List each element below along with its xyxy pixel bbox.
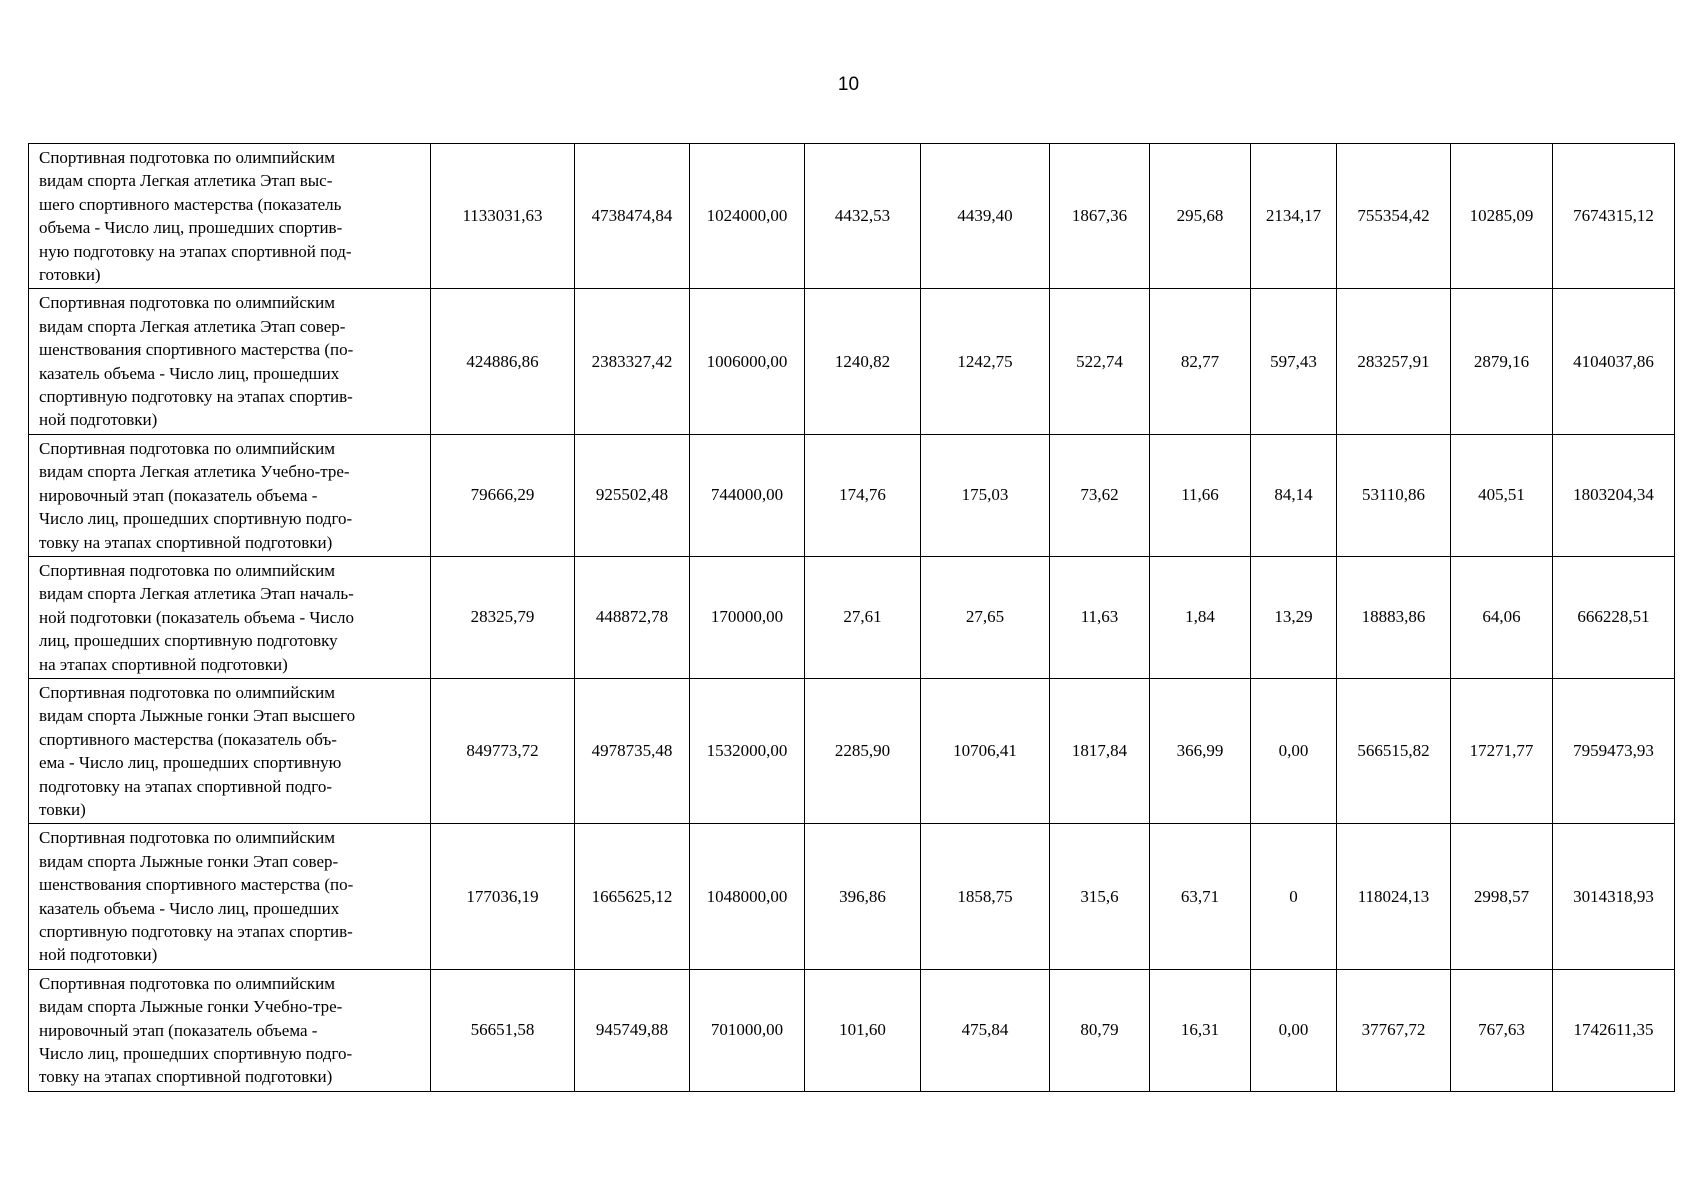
- description-line: шенствования спортивного мастерства (по-: [39, 340, 354, 360]
- value-cell: 1532000,00: [690, 678, 805, 823]
- value-cell: 4439,40: [921, 144, 1050, 289]
- value-cell: 2134,17: [1251, 144, 1337, 289]
- description-line: ной подготовки (показатель объема - Число: [39, 607, 355, 627]
- value-cell: 925502,48: [575, 434, 690, 556]
- description-line: видам спорта Легкая атлетика Учебно-тре-: [39, 462, 350, 482]
- value-cell: 4104037,86: [1553, 289, 1675, 434]
- description-line: видам спорта Легкая атлетика Этап совер-: [39, 316, 346, 336]
- value-cell: 4738474,84: [575, 144, 690, 289]
- description-line: ема - Число лиц, прошедших спортивную: [39, 753, 342, 773]
- value-cell: 424886,86: [431, 289, 575, 434]
- table-row: [29, 556, 1675, 678]
- description-line: ную подготовку на этапах спортивной под-: [39, 241, 352, 261]
- description-line: спортивного мастерства (показатель объ-: [39, 729, 337, 749]
- table-body: [29, 144, 1675, 1092]
- value-cell: 79666,29: [431, 434, 575, 556]
- value-cell: 80,79: [1050, 969, 1150, 1091]
- value-cell: 177036,19: [431, 824, 575, 969]
- value-cell: 2879,16: [1451, 289, 1553, 434]
- value-cell: 170000,00: [690, 556, 805, 678]
- value-cell: 1817,84: [1050, 678, 1150, 823]
- value-cell: 7959473,93: [1553, 678, 1675, 823]
- value-cell: 2998,57: [1451, 824, 1553, 969]
- value-cell: 1858,75: [921, 824, 1050, 969]
- value-cell: 448872,78: [575, 556, 690, 678]
- value-cell: 53110,86: [1337, 434, 1451, 556]
- description-line: на этапах спортивной подготовки): [39, 654, 288, 674]
- description-line: ной подготовки): [39, 410, 158, 430]
- value-cell: 17271,77: [1451, 678, 1553, 823]
- value-cell: 10706,41: [921, 678, 1050, 823]
- value-cell: 597,43: [1251, 289, 1337, 434]
- value-cell: 101,60: [805, 969, 921, 1091]
- description-line: Спортивная подготовка по олимпийским: [39, 293, 336, 313]
- description-line: Спортивная подготовка по олимпийским: [39, 828, 336, 848]
- value-cell: 1240,82: [805, 289, 921, 434]
- description-line: казатель объема - Число лиц, прошедших: [39, 363, 340, 383]
- table-row: [29, 969, 1675, 1091]
- value-cell: 1867,36: [1050, 144, 1150, 289]
- value-cell: 118024,13: [1337, 824, 1451, 969]
- value-cell: 0,00: [1251, 678, 1337, 823]
- value-cell: 27,65: [921, 556, 1050, 678]
- value-cell: 701000,00: [690, 969, 805, 1091]
- description-line: Спортивная подготовка по олимпийским: [39, 148, 336, 167]
- row-description: [29, 434, 431, 556]
- description-line: Число лиц, прошедших спортивную подго-: [39, 1044, 353, 1064]
- row-description: [29, 556, 431, 678]
- value-cell: 1803204,34: [1553, 434, 1675, 556]
- value-cell: 82,77: [1150, 289, 1251, 434]
- value-cell: 27,61: [805, 556, 921, 678]
- value-cell: 566515,82: [1337, 678, 1451, 823]
- description-line: видам спорта Лыжные гонки Этап совер-: [39, 851, 339, 871]
- description-line: видам спорта Лыжные гонки Учебно-тре-: [39, 997, 343, 1017]
- value-cell: 755354,42: [1337, 144, 1451, 289]
- value-cell: 3014318,93: [1553, 824, 1675, 969]
- value-cell: 11,63: [1050, 556, 1150, 678]
- value-cell: 366,99: [1150, 678, 1251, 823]
- description-line: лиц, прошедших спортивную подготовку: [39, 631, 338, 651]
- description-line: готовки): [39, 265, 101, 285]
- description-line: ной подготовки): [39, 945, 158, 965]
- description-line: нировочный этап (показатель объема -: [39, 1020, 318, 1040]
- description-line: спортивную подготовку на этапах спортив-: [39, 387, 353, 407]
- value-cell: 1242,75: [921, 289, 1050, 434]
- description-line: казатель объема - Число лиц, прошедших: [39, 898, 340, 918]
- value-cell: 522,74: [1050, 289, 1150, 434]
- value-cell: 174,76: [805, 434, 921, 556]
- value-cell: 1665625,12: [575, 824, 690, 969]
- value-cell: 63,71: [1150, 824, 1251, 969]
- description-line: Спортивная подготовка по олимпийским: [39, 560, 336, 580]
- value-cell: 1742611,35: [1553, 969, 1675, 1091]
- description-line: видам спорта Лыжные гонки Этап высшего: [39, 706, 356, 726]
- value-cell: 315,6: [1050, 824, 1150, 969]
- table-row: [29, 144, 1675, 289]
- value-cell: 283257,91: [1337, 289, 1451, 434]
- description-line: Спортивная подготовка по олимпийским: [39, 973, 336, 993]
- value-cell: 18883,86: [1337, 556, 1451, 678]
- row-description: [29, 144, 431, 289]
- value-cell: 28325,79: [431, 556, 575, 678]
- value-cell: 13,29: [1251, 556, 1337, 678]
- value-cell: 744000,00: [690, 434, 805, 556]
- value-cell: 73,62: [1050, 434, 1150, 556]
- description-line: видам спорта Легкая атлетика Этап выс-: [39, 171, 333, 191]
- description-line: шенствования спортивного мастерства (по-: [39, 875, 354, 895]
- value-cell: 2285,90: [805, 678, 921, 823]
- value-cell: 0: [1251, 824, 1337, 969]
- description-line: видам спорта Легкая атлетика Этап началь-: [39, 584, 354, 604]
- data-table: [28, 143, 1675, 1092]
- value-cell: 767,63: [1451, 969, 1553, 1091]
- value-cell: 1006000,00: [690, 289, 805, 434]
- value-cell: 84,14: [1251, 434, 1337, 556]
- value-cell: 4432,53: [805, 144, 921, 289]
- description-line: шего спортивного мастерства (показатель: [39, 194, 342, 214]
- value-cell: 0,00: [1251, 969, 1337, 1091]
- value-cell: 64,06: [1451, 556, 1553, 678]
- value-cell: 56651,58: [431, 969, 575, 1091]
- description-line: подготовку на этапах спортивной подго-: [39, 776, 333, 796]
- description-line: объема - Число лиц, прошедших спортив-: [39, 218, 343, 238]
- description-line: нировочный этап (показатель объема -: [39, 485, 318, 505]
- row-description: [29, 289, 431, 434]
- value-cell: 1024000,00: [690, 144, 805, 289]
- value-cell: 849773,72: [431, 678, 575, 823]
- value-cell: 945749,88: [575, 969, 690, 1091]
- description-line: Спортивная подготовка по олимпийским: [39, 682, 336, 702]
- value-cell: 1133031,63: [431, 144, 575, 289]
- description-line: товки): [39, 799, 86, 819]
- value-cell: 11,66: [1150, 434, 1251, 556]
- value-cell: 4978735,48: [575, 678, 690, 823]
- value-cell: 7674315,12: [1553, 144, 1675, 289]
- row-description: [29, 678, 431, 823]
- description-line: Число лиц, прошедших спортивную подго-: [39, 509, 353, 529]
- row-description: [29, 969, 431, 1091]
- value-cell: 1,84: [1150, 556, 1251, 678]
- table-row: [29, 824, 1675, 969]
- description-line: товку на этапах спортивной подготовки): [39, 1067, 333, 1087]
- value-cell: 1048000,00: [690, 824, 805, 969]
- value-cell: 175,03: [921, 434, 1050, 556]
- row-description: [29, 824, 431, 969]
- value-cell: 295,68: [1150, 144, 1251, 289]
- value-cell: 37767,72: [1337, 969, 1451, 1091]
- value-cell: 2383327,42: [575, 289, 690, 434]
- value-cell: 666228,51: [1553, 556, 1675, 678]
- table-row: [29, 289, 1675, 434]
- value-cell: 396,86: [805, 824, 921, 969]
- value-cell: 405,51: [1451, 434, 1553, 556]
- table-row: [29, 434, 1675, 556]
- value-cell: 475,84: [921, 969, 1050, 1091]
- description-line: товку на этапах спортивной подготовки): [39, 532, 333, 552]
- value-cell: 10285,09: [1451, 144, 1553, 289]
- page-number: 10: [837, 74, 860, 95]
- value-cell: 16,31: [1150, 969, 1251, 1091]
- description-line: Спортивная подготовка по олимпийским: [39, 438, 336, 458]
- description-line: спортивную подготовку на этапах спортив-: [39, 922, 353, 941]
- table-row: [29, 678, 1675, 823]
